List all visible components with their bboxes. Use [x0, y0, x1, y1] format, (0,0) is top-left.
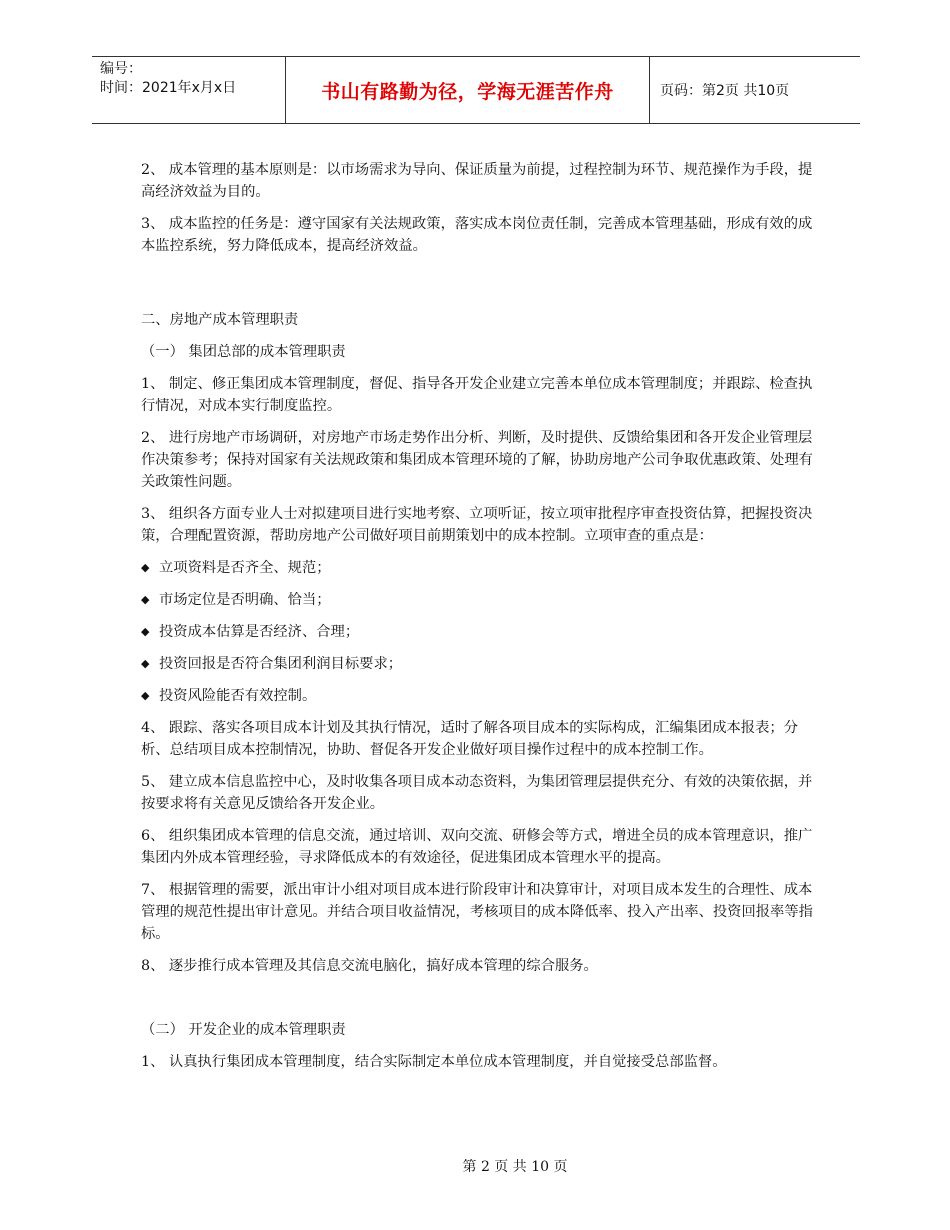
header-meta — [92, 57, 286, 123]
bullet-item — [141, 589, 821, 611]
bullet-text: 投资成本估算是否经济、合理； — [159, 624, 360, 640]
list-item: 1、 认真执行集团成本管理制度，结合实际制定本单位成本管理制度，并自觉接受总部监督。 — [141, 1054, 727, 1070]
list-item: 3、 组织各方面专业人士对拟建项目进行实地考察、立项听证，按立项审批程序审查投资估算，把握投资决策，合理配置资源，帮助房地产公司做好项目前期策划中的成本控制。立项审查的重点是： — [141, 506, 813, 544]
list-item: 5、 建立成本信息监控中心，及时收集各项目成本动态资料，为集团管理层提供充分、有效的决策依据，并按要求将有关意见反馈给各开发企业。 — [141, 774, 813, 812]
list-item: 4、 跟踪、落实各项目成本计划及其执行情况，适时了解各项目成本的实际构成，汇编集团成本报表；分析、总结项目成本控制情况，协助、督促各开发企业做好项目操作过程中的成本控制工作。 — [141, 720, 798, 758]
bullet-item — [141, 653, 821, 675]
bullet-item — [141, 557, 821, 579]
bullet-diamond-icon: ◆ — [141, 625, 150, 638]
subsection-heading: （一） 集团总部的成本管理职责 — [141, 344, 346, 360]
bullet-item — [141, 621, 821, 643]
bullet-text: 市场定位是否明确、恰当； — [159, 592, 331, 608]
bullet-diamond-icon: ◆ — [141, 657, 150, 670]
bullet-text: 投资风险能否有效控制。 — [159, 688, 317, 704]
document-body — [141, 159, 821, 1073]
bullet-item — [141, 685, 821, 707]
bullet-diamond-icon: ◆ — [141, 689, 150, 702]
bullet-text: 投资回报是否符合集团利润目标要求； — [159, 656, 403, 672]
document-number-label: 编号： — [100, 61, 142, 77]
paragraph: 3、 成本监控的任务是：遵守国家有关法规政策，落实成本岗位责任制，完善成本管理基础，形成有效的成本监控系统，努力降低成本，提高经济效益。 — [141, 216, 813, 254]
header-motto: 书山有路勤为径，学海无涯苦作舟 — [286, 57, 650, 123]
list-item: 7、 根据管理的需要，派出审计小组对项目成本进行阶段审计和决算审计，对项目成本发生的合理性、成本管理的规范性提出审计意见。并结合项目收益情况，考核项目的成本降低率、投入产出率、投资回报率等指标。 — [141, 882, 813, 942]
list-item: 8、 逐步推行成本管理及其信息交流电脑化，搞好成本管理的综合服务。 — [141, 958, 598, 974]
bullet-diamond-icon: ◆ — [141, 593, 150, 606]
section-heading: 二、房地产成本管理职责 — [141, 312, 299, 328]
subsection-heading: （二） 开发企业的成本管理职责 — [141, 1022, 346, 1038]
paragraph: 2、 成本管理的基本原则是：以市场需求为导向、保证质量为前提，过程控制为环节、规范操作为手段，提高经济效益为目的。 — [141, 162, 813, 200]
page-footer: 第 2 页 共 10 页 — [462, 1159, 568, 1175]
bullet-diamond-icon: ◆ — [141, 561, 150, 574]
bullet-text: 立项资料是否齐全、规范； — [159, 560, 331, 576]
list-item: 1、 制定、修正集团成本管理制度，督促、指导各开发企业建立完善本单位成本管理制度；并跟踪、检查执行情况，对成本实行制度监控。 — [141, 376, 813, 414]
header-page-info: 页码：第2页 共10页 — [660, 83, 790, 99]
list-item: 2、 进行房地产市场调研，对房地产市场走势作出分析、判断，及时提供、反馈给集团和各开发企业管理层作决策参考；保持对国家有关法规政策和集团成本管理环境的了解，协助房地产公司争取优惠政策、处理有关政策性问题。 — [141, 430, 813, 490]
list-item: 6、 组织集团成本管理的信息交流，通过培训、双向交流、研修会等方式，增进全员的成本管理意识，推广集团内外成本管理经验，寻求降低成本的有效途径，促进集团成本管理水平的提高。 — [141, 828, 813, 866]
header-table — [92, 56, 860, 124]
document-time: 时间：2021年x月x日 — [100, 80, 237, 96]
